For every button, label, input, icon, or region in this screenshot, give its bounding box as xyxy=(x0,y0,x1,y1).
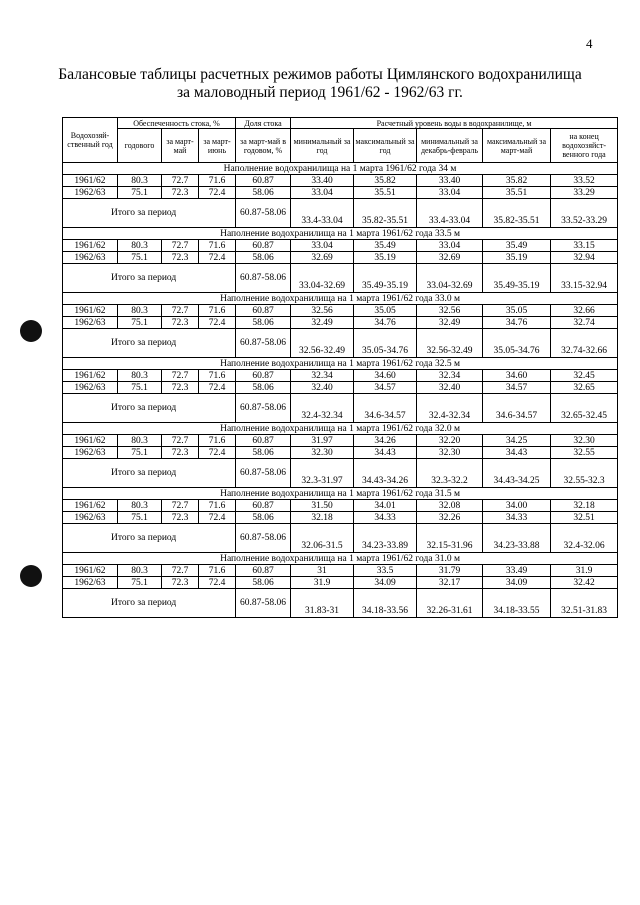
total-range: 35.49-35.19 xyxy=(354,264,417,293)
table-cell: 35.51 xyxy=(354,187,417,199)
table-row xyxy=(63,252,618,264)
table-cell: 35.05 xyxy=(483,305,551,317)
table-cell: 1961/62 xyxy=(63,370,118,382)
table-cell: 80.3 xyxy=(118,305,162,317)
table-cell: 33.40 xyxy=(291,175,354,187)
table-cell: 35.19 xyxy=(354,252,417,264)
table-cell: 1962/63 xyxy=(63,447,118,459)
punch-hole xyxy=(20,320,42,342)
total-range: 34.18-33.55 xyxy=(483,589,551,618)
table-cell: 35.82 xyxy=(483,175,551,187)
table-row xyxy=(63,435,618,447)
table-cell: 75.1 xyxy=(118,382,162,394)
header-min-dec-feb: минимальный за декабрь-февраль xyxy=(417,129,483,163)
section-row xyxy=(63,553,618,565)
table-cell: 33.04 xyxy=(291,187,354,199)
table-cell: 75.1 xyxy=(118,187,162,199)
table-cell: 34.33 xyxy=(354,512,417,524)
table-cell: 75.1 xyxy=(118,447,162,459)
table-cell: 33.52 xyxy=(551,175,618,187)
table-cell: 32.17 xyxy=(417,577,483,589)
table-cell: 72.3 xyxy=(162,382,199,394)
table-cell: 72.7 xyxy=(162,565,199,577)
header-supply: Обеспеченность стока, % xyxy=(118,118,236,129)
table-cell: 32.74 xyxy=(551,317,618,329)
table-cell: 75.1 xyxy=(118,512,162,524)
header-end-year: на конец водохозяйст-венного года xyxy=(551,129,618,163)
table-cell: 1961/62 xyxy=(63,305,118,317)
header-share-sub: за март-май в годовом, % xyxy=(236,129,291,163)
table-cell: 1962/63 xyxy=(63,577,118,589)
section-title: Наполнение водохранилища на 1 марта 1961/62 года 31.0 м xyxy=(63,553,618,565)
table-cell: 80.3 xyxy=(118,175,162,187)
table-cell: 34.25 xyxy=(483,435,551,447)
table-cell: 72.3 xyxy=(162,187,199,199)
total-range: 34.6-34.57 xyxy=(354,394,417,423)
table-cell: 34.57 xyxy=(354,382,417,394)
table-body xyxy=(63,163,618,618)
table-cell: 75.1 xyxy=(118,252,162,264)
table-cell: 72.4 xyxy=(199,317,236,329)
table-cell: 80.3 xyxy=(118,240,162,252)
total-range: 33.04-32.69 xyxy=(291,264,354,293)
table-cell: 58.06 xyxy=(236,252,291,264)
total-label: Итого за период xyxy=(63,394,236,423)
table-cell: 32.55 xyxy=(551,447,618,459)
table-row xyxy=(63,175,618,187)
table-cell: 34.57 xyxy=(483,382,551,394)
table-cell: 72.4 xyxy=(199,252,236,264)
total-range: 33.52-33.29 xyxy=(551,199,618,228)
total-row xyxy=(63,524,618,553)
total-label: Итого за период xyxy=(63,524,236,553)
total-range: 32.3-31.97 xyxy=(291,459,354,488)
table-cell: 32.94 xyxy=(551,252,618,264)
table-row xyxy=(63,447,618,459)
table-cell: 33.40 xyxy=(417,175,483,187)
table-cell: 80.3 xyxy=(118,565,162,577)
table-cell: 33.29 xyxy=(551,187,618,199)
total-range: 32.4-32.34 xyxy=(291,394,354,423)
section-title: Наполнение водохранилища на 1 марта 1961/62 года 33.5 м xyxy=(63,228,618,240)
table-cell: 71.6 xyxy=(199,370,236,382)
total-range: 33.4-33.04 xyxy=(291,199,354,228)
table-cell: 72.3 xyxy=(162,252,199,264)
table-cell: 80.3 xyxy=(118,370,162,382)
punch-hole xyxy=(20,565,42,587)
total-range: 35.82-35.51 xyxy=(354,199,417,228)
document-title xyxy=(40,66,600,102)
table-cell: 32.34 xyxy=(417,370,483,382)
title-line-2: за маловодный период 1961/62 - 1962/63 гг. xyxy=(177,84,463,101)
table-cell: 31.79 xyxy=(417,565,483,577)
table-cell: 1962/63 xyxy=(63,317,118,329)
table-row xyxy=(63,317,618,329)
total-range: 32.4-32.34 xyxy=(417,394,483,423)
total-share: 60.87-58.06 xyxy=(236,264,291,293)
table-cell: 72.4 xyxy=(199,577,236,589)
total-range: 31.83-31 xyxy=(291,589,354,618)
section-row xyxy=(63,358,618,370)
total-row xyxy=(63,264,618,293)
total-range: 35.82-35.51 xyxy=(483,199,551,228)
header-share: Доля стока xyxy=(236,118,291,129)
table-cell: 33.04 xyxy=(291,240,354,252)
section-title: Наполнение водохранилища на 1 марта 1961/62 года 34 м xyxy=(63,163,618,175)
total-range: 32.74-32.66 xyxy=(551,329,618,358)
table-row xyxy=(63,187,618,199)
total-range: 34.43-34.25 xyxy=(483,459,551,488)
table-cell: 58.06 xyxy=(236,187,291,199)
table-cell: 32.18 xyxy=(551,500,618,512)
total-label: Итого за период xyxy=(63,459,236,488)
table-cell: 60.87 xyxy=(236,500,291,512)
table-cell: 32.20 xyxy=(417,435,483,447)
table-cell: 32.49 xyxy=(291,317,354,329)
table-cell: 72.4 xyxy=(199,382,236,394)
table-cell: 31.97 xyxy=(291,435,354,447)
table-cell: 58.06 xyxy=(236,447,291,459)
table-cell: 71.6 xyxy=(199,175,236,187)
table-cell: 31.50 xyxy=(291,500,354,512)
table-cell: 34.09 xyxy=(483,577,551,589)
header-levels: Расчетный уровень воды в водохранилище, м xyxy=(291,118,618,129)
title-line-1: Балансовые таблицы расчетных режимов работы Цимлянского водохранилища xyxy=(58,66,582,83)
table-cell: 75.1 xyxy=(118,317,162,329)
table-cell: 72.4 xyxy=(199,447,236,459)
table-cell: 71.6 xyxy=(199,500,236,512)
total-range: 32.55-32.3 xyxy=(551,459,618,488)
table-cell: 72.7 xyxy=(162,435,199,447)
table-cell: 32.30 xyxy=(417,447,483,459)
table-cell: 72.4 xyxy=(199,187,236,199)
table-cell: 71.6 xyxy=(199,435,236,447)
table-cell: 1961/62 xyxy=(63,435,118,447)
table-cell: 31 xyxy=(291,565,354,577)
table-cell: 1961/62 xyxy=(63,565,118,577)
total-label: Итого за период xyxy=(63,264,236,293)
table-cell: 60.87 xyxy=(236,435,291,447)
table-row xyxy=(63,382,618,394)
table-row xyxy=(63,500,618,512)
header-supply-mar-jun: за март-июнь xyxy=(199,129,236,163)
section-row xyxy=(63,423,618,435)
table-cell: 35.19 xyxy=(483,252,551,264)
section-title: Наполнение водохранилища на 1 марта 1961/62 года 32.5 м xyxy=(63,358,618,370)
table-cell: 35.49 xyxy=(354,240,417,252)
table-cell: 72.4 xyxy=(199,512,236,524)
table-cell: 60.87 xyxy=(236,370,291,382)
header-max-year: максимальный за год xyxy=(354,129,417,163)
section-title: Наполнение водохранилища на 1 марта 1961/62 года 32.0 м xyxy=(63,423,618,435)
table-cell: 72.3 xyxy=(162,317,199,329)
total-range: 32.3-32.2 xyxy=(417,459,483,488)
table-cell: 33.49 xyxy=(483,565,551,577)
total-range: 34.43-34.26 xyxy=(354,459,417,488)
table-cell: 34.43 xyxy=(483,447,551,459)
table-cell: 1962/63 xyxy=(63,187,118,199)
total-range: 35.05-34.76 xyxy=(354,329,417,358)
table-cell: 34.09 xyxy=(354,577,417,589)
header-supply-annual: годового xyxy=(118,129,162,163)
total-range: 32.56-32.49 xyxy=(291,329,354,358)
table-row xyxy=(63,240,618,252)
table-cell: 75.1 xyxy=(118,577,162,589)
balance-table xyxy=(62,117,618,618)
table-cell: 60.87 xyxy=(236,240,291,252)
table-cell: 72.7 xyxy=(162,370,199,382)
table-cell: 33.15 xyxy=(551,240,618,252)
total-range: 33.4-33.04 xyxy=(417,199,483,228)
table-cell: 72.3 xyxy=(162,577,199,589)
total-share: 60.87-58.06 xyxy=(236,459,291,488)
total-row xyxy=(63,199,618,228)
table-cell: 35.49 xyxy=(483,240,551,252)
table-cell: 31.9 xyxy=(291,577,354,589)
table-cell: 35.82 xyxy=(354,175,417,187)
total-label: Итого за период xyxy=(63,589,236,618)
total-label: Итого за период xyxy=(63,329,236,358)
total-range: 32.56-32.49 xyxy=(417,329,483,358)
total-range: 35.49-35.19 xyxy=(483,264,551,293)
table-cell: 34.33 xyxy=(483,512,551,524)
total-row xyxy=(63,589,618,618)
table-cell: 80.3 xyxy=(118,435,162,447)
total-range: 32.15-31.96 xyxy=(417,524,483,553)
section-row xyxy=(63,163,618,175)
table-cell: 32.34 xyxy=(291,370,354,382)
table-cell: 72.7 xyxy=(162,500,199,512)
total-share: 60.87-58.06 xyxy=(236,524,291,553)
table-cell: 1962/63 xyxy=(63,252,118,264)
table-cell: 32.56 xyxy=(417,305,483,317)
table-cell: 72.7 xyxy=(162,305,199,317)
table-cell: 32.26 xyxy=(417,512,483,524)
table-cell: 32.08 xyxy=(417,500,483,512)
table-cell: 72.7 xyxy=(162,175,199,187)
section-row xyxy=(63,228,618,240)
table-cell: 80.3 xyxy=(118,500,162,512)
table-cell: 60.87 xyxy=(236,175,291,187)
table-cell: 72.3 xyxy=(162,447,199,459)
table-cell: 58.06 xyxy=(236,512,291,524)
table-cell: 32.56 xyxy=(291,305,354,317)
table-cell: 1961/62 xyxy=(63,175,118,187)
table-cell: 34.76 xyxy=(354,317,417,329)
table-cell: 72.7 xyxy=(162,240,199,252)
header-min-year: минимальный за год xyxy=(291,129,354,163)
table-cell: 71.6 xyxy=(199,305,236,317)
table-cell: 58.06 xyxy=(236,317,291,329)
total-share: 60.87-58.06 xyxy=(236,394,291,423)
table-cell: 32.30 xyxy=(291,447,354,459)
total-row xyxy=(63,459,618,488)
total-range: 32.51-31.83 xyxy=(551,589,618,618)
table-cell: 34.01 xyxy=(354,500,417,512)
table-cell: 32.42 xyxy=(551,577,618,589)
table-cell: 31.9 xyxy=(551,565,618,577)
table-cell: 1961/62 xyxy=(63,500,118,512)
table-row xyxy=(63,512,618,524)
table-cell: 32.65 xyxy=(551,382,618,394)
table-cell: 58.06 xyxy=(236,577,291,589)
table-cell: 33.04 xyxy=(417,240,483,252)
table-cell: 33.5 xyxy=(354,565,417,577)
total-range: 32.65-32.45 xyxy=(551,394,618,423)
table-cell: 33.04 xyxy=(417,187,483,199)
table-cell: 34.26 xyxy=(354,435,417,447)
table-cell: 34.60 xyxy=(354,370,417,382)
section-title: Наполнение водохранилища на 1 марта 1961/62 года 33.0 м xyxy=(63,293,618,305)
table-cell: 1962/63 xyxy=(63,512,118,524)
table-row xyxy=(63,565,618,577)
table-cell: 32.18 xyxy=(291,512,354,524)
total-share: 60.87-58.06 xyxy=(236,329,291,358)
total-range: 32.06-31.5 xyxy=(291,524,354,553)
table-cell: 32.40 xyxy=(417,382,483,394)
table-cell: 34.60 xyxy=(483,370,551,382)
table-cell: 35.51 xyxy=(483,187,551,199)
table-cell: 1961/62 xyxy=(63,240,118,252)
table-cell: 32.30 xyxy=(551,435,618,447)
table-row xyxy=(63,577,618,589)
total-label: Итого за период xyxy=(63,199,236,228)
total-range: 34.18-33.56 xyxy=(354,589,417,618)
section-title: Наполнение водохранилища на 1 марта 1961/62 года 31.5 м xyxy=(63,488,618,500)
table-cell: 71.6 xyxy=(199,240,236,252)
table-cell: 32.40 xyxy=(291,382,354,394)
table-row xyxy=(63,305,618,317)
table-cell: 58.06 xyxy=(236,382,291,394)
table-row xyxy=(63,370,618,382)
total-range: 34.23-33.88 xyxy=(483,524,551,553)
total-range: 33.04-32.69 xyxy=(417,264,483,293)
section-row xyxy=(63,488,618,500)
page-number: 4 xyxy=(586,36,593,51)
table-cell: 34.76 xyxy=(483,317,551,329)
table-cell: 32.51 xyxy=(551,512,618,524)
total-row xyxy=(63,329,618,358)
header-max-mar-may: максимальный за март-май xyxy=(483,129,551,163)
table-cell: 32.69 xyxy=(291,252,354,264)
total-range: 32.26-31.61 xyxy=(417,589,483,618)
total-share: 60.87-58.06 xyxy=(236,589,291,618)
header-water-year: Водохозяй-ственный год xyxy=(63,118,118,163)
total-range: 34.23-33.89 xyxy=(354,524,417,553)
table-cell: 1962/63 xyxy=(63,382,118,394)
total-range: 34.6-34.57 xyxy=(483,394,551,423)
table-cell: 32.45 xyxy=(551,370,618,382)
table-cell: 71.6 xyxy=(199,565,236,577)
table-cell: 32.66 xyxy=(551,305,618,317)
total-share: 60.87-58.06 xyxy=(236,199,291,228)
table-cell: 32.69 xyxy=(417,252,483,264)
table-cell: 60.87 xyxy=(236,565,291,577)
table-cell: 34.00 xyxy=(483,500,551,512)
total-row xyxy=(63,394,618,423)
table-cell: 34.43 xyxy=(354,447,417,459)
table-cell: 60.87 xyxy=(236,305,291,317)
table-cell: 35.05 xyxy=(354,305,417,317)
total-range: 32.4-32.06 xyxy=(551,524,618,553)
table-cell: 72.3 xyxy=(162,512,199,524)
section-row xyxy=(63,293,618,305)
header-supply-mar-may: за март-май xyxy=(162,129,199,163)
table-cell: 32.49 xyxy=(417,317,483,329)
total-range: 33.15-32.94 xyxy=(551,264,618,293)
total-range: 35.05-34.76 xyxy=(483,329,551,358)
